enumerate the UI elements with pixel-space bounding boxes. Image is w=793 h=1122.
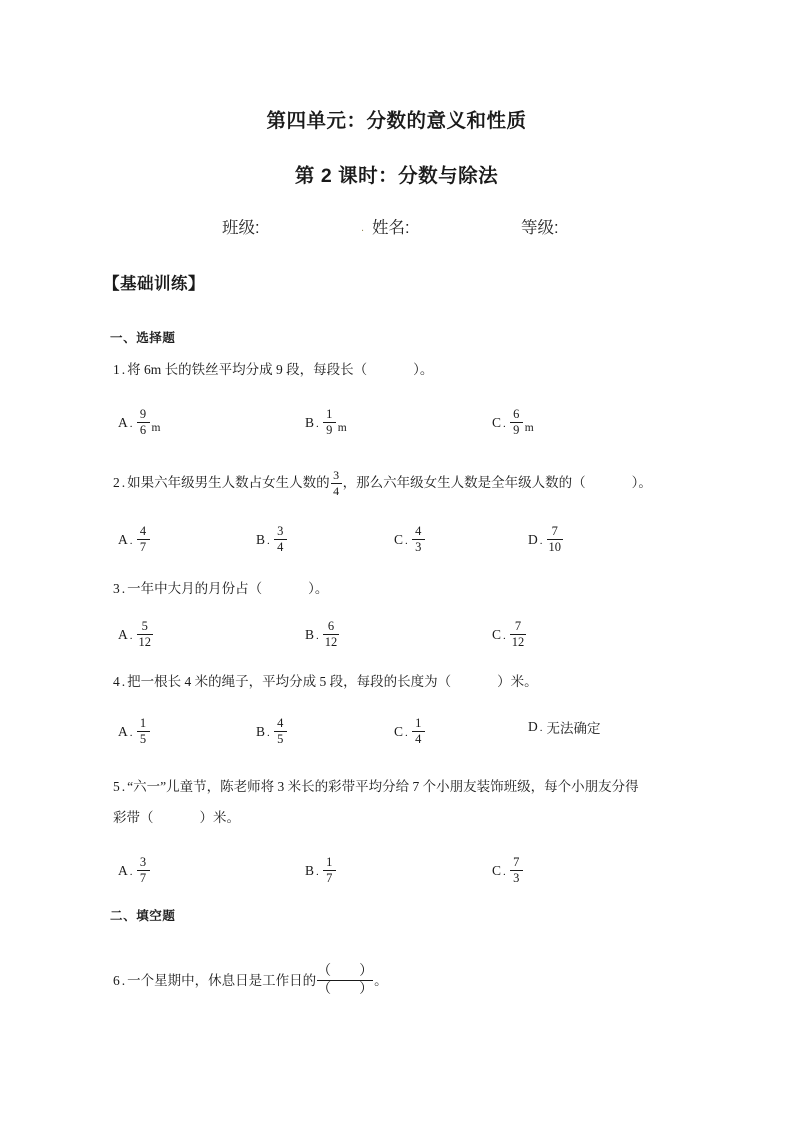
question-4-body-a: 把一根长 4 米的绳子，平均分成 5 段，每段的长度为（ (127, 674, 452, 689)
option-4-b-label: B (256, 723, 266, 739)
option-1-c-sep: . (503, 417, 506, 430)
question-3-body-b: ）。 (308, 581, 329, 596)
option-5-b[interactable] (305, 856, 337, 885)
class-label: 班级: (222, 219, 260, 237)
question-4-body-b: ）米。 (497, 674, 538, 689)
option-3-a-denominator: 12 (138, 634, 151, 649)
option-4-c-fraction (412, 717, 425, 746)
option-3-c-sep: . (503, 629, 506, 642)
option-4-d-label: D (528, 719, 538, 734)
question-5-number: 5 (113, 779, 120, 794)
option-5-a-sep: . (129, 865, 133, 878)
option-1-b[interactable] (305, 408, 347, 437)
option-1-a-fraction (137, 408, 150, 437)
question-4-number: 4 (113, 674, 120, 689)
subsection-heading-fill-in-blank: 二、填空题 (110, 909, 176, 923)
question-3-text (113, 579, 328, 599)
question-6-body-b: 。 (374, 972, 388, 988)
question-6-number: 6 (113, 972, 120, 988)
option-4-d-sep: . (539, 722, 543, 734)
question-2-inline-denominator: 4 (333, 483, 340, 498)
option-2-b[interactable] (256, 525, 288, 554)
option-5-a-numerator: 3 (139, 854, 147, 869)
option-2-d-sep: . (539, 534, 543, 547)
option-2-b-sep: . (267, 534, 270, 547)
option-5-b-fraction (323, 856, 336, 885)
question-2-body-c: ）。 (631, 475, 652, 491)
option-4-a-numerator: 1 (139, 715, 147, 730)
option-2-a-numerator: 4 (139, 523, 147, 538)
question-1-sep: . (121, 362, 126, 377)
option-2-b-numerator: 3 (277, 523, 284, 538)
option-4-b-numerator: 4 (277, 715, 284, 730)
question-1-body-b: ）。 (413, 362, 434, 377)
option-1-c-unit: m (524, 422, 534, 434)
option-1-c[interactable] (492, 408, 534, 437)
page-title-lesson: 第 2 课时：分数与除法 (294, 165, 499, 187)
question-2-sep: . (121, 475, 126, 491)
question-6-answer-fraction[interactable] (317, 964, 373, 998)
option-5-c-label: C (492, 862, 502, 878)
option-2-c-label: C (394, 531, 404, 547)
option-4-a[interactable] (118, 717, 151, 746)
subsection-heading-multiple-choice: 一、选择题 (110, 331, 176, 345)
option-2-c-denominator: 3 (415, 539, 422, 554)
option-4-c-label: C (394, 723, 404, 739)
question-4-sep: . (121, 674, 126, 689)
question-5-text-line1 (113, 777, 639, 797)
option-5-a-denominator: 7 (139, 870, 147, 885)
option-3-b-sep: . (316, 629, 319, 642)
question-3-body-a: 一年中大月的月份占（ (127, 581, 263, 596)
option-1-b-numerator: 1 (326, 406, 333, 421)
option-2-a-fraction (137, 525, 150, 554)
question-3-sep: . (121, 581, 126, 596)
option-5-b-numerator: 1 (326, 854, 333, 869)
option-2-d-numerator: 7 (551, 523, 558, 538)
option-2-a[interactable] (118, 525, 151, 554)
option-5-a-label: A (118, 862, 128, 878)
option-1-b-unit: m (337, 422, 347, 434)
option-3-b-numerator: 6 (327, 618, 335, 633)
option-1-a-numerator: 9 (139, 406, 147, 421)
option-4-c-denominator: 4 (415, 731, 422, 746)
option-3-b-denominator: 12 (324, 634, 338, 649)
option-4-b-sep: . (267, 726, 270, 739)
option-5-c-numerator: 7 (513, 854, 520, 869)
option-1-b-denominator: 9 (326, 422, 333, 437)
option-2-d-label: D (528, 531, 538, 547)
option-1-c-fraction (510, 408, 523, 437)
stray-mark: . (361, 222, 365, 234)
option-5-b-denominator: 7 (326, 870, 333, 885)
name-label: 姓名: (372, 219, 410, 237)
question-5-body-line1: “六一”儿童节，陈老师将 3 米长的彩带平均分给 7 个小朋友装饰班级，每个小朋友分得 (127, 779, 639, 794)
question-1-text (113, 360, 433, 380)
option-2-c-fraction (412, 525, 425, 554)
option-5-a[interactable] (118, 856, 151, 885)
option-1-a-denominator: 6 (139, 422, 147, 437)
option-2-d-denominator: 10 (548, 539, 561, 554)
question-2-inline-fraction (331, 469, 342, 497)
option-2-b-denominator: 4 (277, 539, 284, 554)
option-4-b-denominator: 5 (277, 731, 284, 746)
question-3-number: 3 (113, 581, 120, 596)
option-1-c-label: C (492, 414, 502, 430)
option-4-d[interactable] (528, 717, 601, 737)
question-1-body-a: 将 6m 长的铁丝平均分成 9 段，每段长（ (127, 362, 368, 377)
option-2-a-label: A (118, 531, 128, 547)
grade-label: 等级: (521, 219, 559, 237)
option-3-b[interactable] (305, 620, 340, 649)
option-2-a-sep: . (129, 534, 133, 547)
option-4-c-numerator: 1 (415, 715, 422, 730)
question-2-text (113, 470, 652, 498)
option-3-a-numerator: 5 (141, 618, 148, 633)
question-2-body-a: 如果六年级男生人数占女生人数的 (127, 475, 330, 491)
option-5-c[interactable] (492, 856, 524, 885)
option-5-c-sep: . (503, 865, 506, 878)
option-2-a-denominator: 7 (139, 539, 147, 554)
option-2-b-label: B (256, 531, 266, 547)
option-1-a-sep: . (129, 417, 133, 430)
option-4-a-fraction (137, 717, 150, 746)
option-3-c-fraction (510, 620, 527, 649)
option-5-b-sep: . (316, 865, 319, 878)
question-2-body-b: ，那么六年级女生人数是全年级人数的（ (342, 475, 586, 491)
question-5-sep: . (121, 779, 126, 794)
option-4-a-label: A (118, 723, 128, 739)
question-5-text-line2 (113, 808, 240, 828)
option-3-c-label: C (492, 626, 502, 642)
option-3-a[interactable] (118, 620, 154, 649)
option-3-c-denominator: 12 (511, 634, 525, 649)
option-1-b-sep: . (316, 417, 319, 430)
option-3-a-sep: . (129, 629, 133, 642)
question-2-number: 2 (113, 475, 120, 491)
option-3-c-numerator: 7 (514, 618, 522, 633)
option-3-a-fraction (137, 620, 154, 649)
option-3-c[interactable] (492, 620, 527, 649)
option-4-a-denominator: 5 (139, 731, 147, 746)
question-6-denominator-blank[interactable]: （ ） (317, 982, 374, 998)
option-2-c[interactable] (394, 525, 426, 554)
option-5-a-fraction (137, 856, 150, 885)
option-4-b[interactable] (256, 717, 288, 746)
option-5-c-fraction (510, 856, 523, 885)
option-4-b-fraction (274, 717, 287, 746)
option-1-c-denominator: 9 (513, 422, 520, 437)
option-5-c-denominator: 3 (513, 870, 520, 885)
option-2-b-fraction (274, 525, 287, 554)
question-2-inline-numerator: 3 (333, 468, 340, 482)
option-3-b-fraction (323, 620, 340, 649)
question-6-text (113, 965, 388, 999)
question-6-sep: . (121, 972, 126, 988)
page-title-unit: 第四单元：分数的意义和性质 (266, 110, 527, 132)
option-1-b-label: B (305, 414, 315, 430)
option-5-b-label: B (305, 862, 315, 878)
section-heading-basic-training: 【基础训练】 (103, 275, 205, 293)
option-4-a-sep: . (129, 726, 133, 739)
option-2-c-sep: . (405, 534, 408, 547)
question-6-numerator-blank[interactable]: （ ） (317, 964, 374, 979)
option-4-d-text: 无法确定 (546, 721, 601, 736)
option-3-b-label: B (305, 626, 315, 642)
option-1-a-label: A (118, 414, 128, 430)
question-1-number: 1 (113, 362, 120, 377)
option-4-c-sep: . (405, 726, 408, 739)
option-3-a-label: A (118, 626, 128, 642)
option-2-d[interactable] (528, 525, 564, 554)
option-2-c-numerator: 4 (415, 523, 422, 538)
option-2-d-fraction (547, 525, 564, 554)
option-1-b-fraction (323, 408, 336, 437)
option-1-a[interactable] (118, 408, 160, 437)
option-1-c-numerator: 6 (513, 406, 520, 421)
option-1-a-unit: m (151, 422, 161, 434)
question-5-body-line2-b: ）米。 (199, 810, 240, 825)
question-5-body-line2-a: 彩带（ (113, 810, 154, 825)
question-6-body-a: 一个星期中，休息日是工作日的 (127, 972, 317, 988)
question-4-text (113, 672, 538, 692)
option-4-c[interactable] (394, 717, 426, 746)
